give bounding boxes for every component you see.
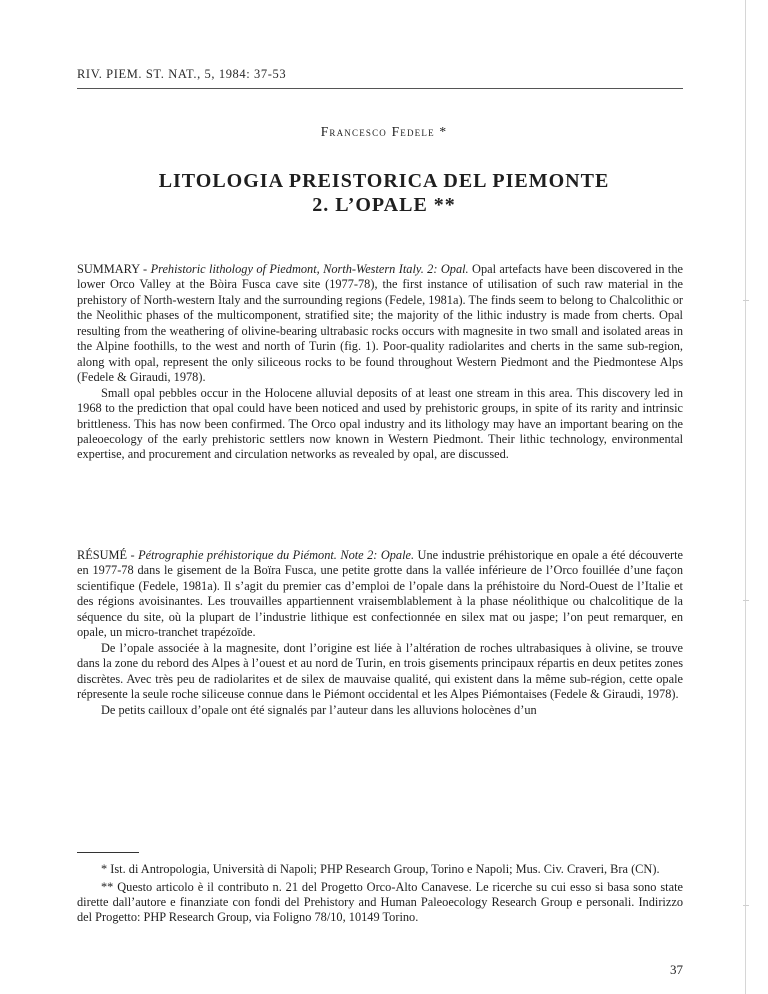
summary-italic-title: Prehistoric lithology of Piedmont, North-Western Italy. 2: Opal. — [150, 262, 469, 276]
resume-paragraph-3: De petits cailloux d’opale ont été signalés par l’auteur dans les alluvions holocènes d’un — [101, 702, 537, 717]
footnote-1: * Ist. di Antropologia, Università di Napoli; PHP Research Group, Torino e Napoli; Mus. Civ. Craveri, Bra (CN). — [101, 862, 660, 876]
scan-margin-tick — [743, 300, 749, 301]
footnotes — [77, 862, 683, 928]
header-rule — [77, 88, 683, 89]
running-head: RIV. PIEM. ST. NAT., 5, 1984: 37-53 — [77, 67, 287, 81]
scan-margin-line — [745, 0, 746, 994]
author-name: Francesco Fedele * — [320, 124, 448, 139]
summary-paragraph-1 — [77, 262, 683, 386]
summary-paragraph-2: Small opal pebbles occur in the Holocene alluvial deposits of at least one stream in this area. This discovery led in 1968 to the prediction that opal could have been noticed and used by prehistoric groups, in spite of its rarity and intrinsic brittleness. This has now been confirmed. The Orco opal industry and its lithology may have an important bearing on the paleoecology of the early prehistoric settlers now known in Western Piedmont. Their lithic technology, environmental expertise, and procurement and circulation networks as revealed by opal, are discussed. — [77, 385, 683, 462]
resume-text-1: Une industrie préhistorique en opale a été découverte en 1977-78 dans le gisement de la Boïra Fusca, une petite grotte dans la vallée inférieure de l’Orco fouillée d’une façon scientifique (Fedele, 1981a). Il s’agit du premier cas d’emploi de l’opale dans la préhistoire du Nord-Ouest de l’Italie et des régions avoisinantes. Les trouvailles appartiennent vraisemblablement à la phase néolithique ou chalcolitique de la séquence du site, où la plupart de l’industrie lithique est confectionnée en silex mat ou jaspe; l’on peut remarquer, en opale, un micro-tranchet trapézoïde. — [77, 548, 684, 640]
scan-margin-tick — [743, 905, 749, 906]
scan-margin-tick — [743, 600, 749, 601]
footnote-2: ** Questo articolo è il contributo n. 21 del Progetto Orco-Alto Canavese. Le ricerche su cui esso si basa sono state dirette dall’autore e finanziate con fondi del Prehistory and Human Paleoecology Research Group e personali. Indirizzo del Progetto: PHP Research Group, via Foligno 78/10, 10149 Torino. — [77, 880, 683, 925]
footnote-rule — [77, 852, 139, 853]
article-title-line-1: LITOLOGIA PREISTORICA DEL PIEMONTE — [158, 170, 610, 192]
resume-section — [77, 548, 683, 718]
resume-paragraph-1 — [77, 548, 683, 641]
resume-italic-title: Pétrographie préhistorique du Piémont. Note 2: Opale. — [138, 548, 415, 562]
resume-paragraph-2: De l’opale associée à la magnesite, dont l’origine est liée à l’altération de roches ultrabasiques à olivine, se trouve dans la zone du rebord des Alpes à l’ouest et au nord de Turin, en trois gisements principaux répartis en deux petites zones discrètes. Avec très peu de radiolarites et de silex de mauvaise qualité, qui existent dans la même sub-région, cette opale répresente la seule roche siliceuse connue dans le Piémont occidental et les Alpes Piémontaises (Fedele & Giraudi, 1978). — [77, 640, 683, 702]
summary-section — [77, 262, 683, 463]
article-title-line-2: 2. L’OPALE ** — [312, 194, 456, 216]
resume-label: RÉSUMÉ - — [77, 548, 139, 562]
summary-label: SUMMARY - — [77, 262, 151, 276]
page-number: 37 — [670, 962, 683, 977]
summary-text-1: Opal artefacts have been discovered in the lower Orco Valley at the Bòira Fusca cave site (1977-78), the first instance of utilisation of such raw material in the prehistory of North-western Italy and the surrounding regions (Fedele, 1981a). The finds seem to belong to Chalcolithic or the Neolithic phases of the multicomponent, stratified site; the majority of the lithic industry is made from cherts. Opal resulting from the weathering of olivine-bearing ultrabasic rocks occurs with magnesite in two small and isolated areas in the Alpine foothills, to the west and north of Turin (fig. 1). Poor-quality radiolarites and cherts in the same sub-region, along with opal, represent the only siliceous rocks to be found throughout Western Piedmont and the Piedmontese Alps (Fedele & Giraudi, 1978). — [77, 262, 683, 385]
